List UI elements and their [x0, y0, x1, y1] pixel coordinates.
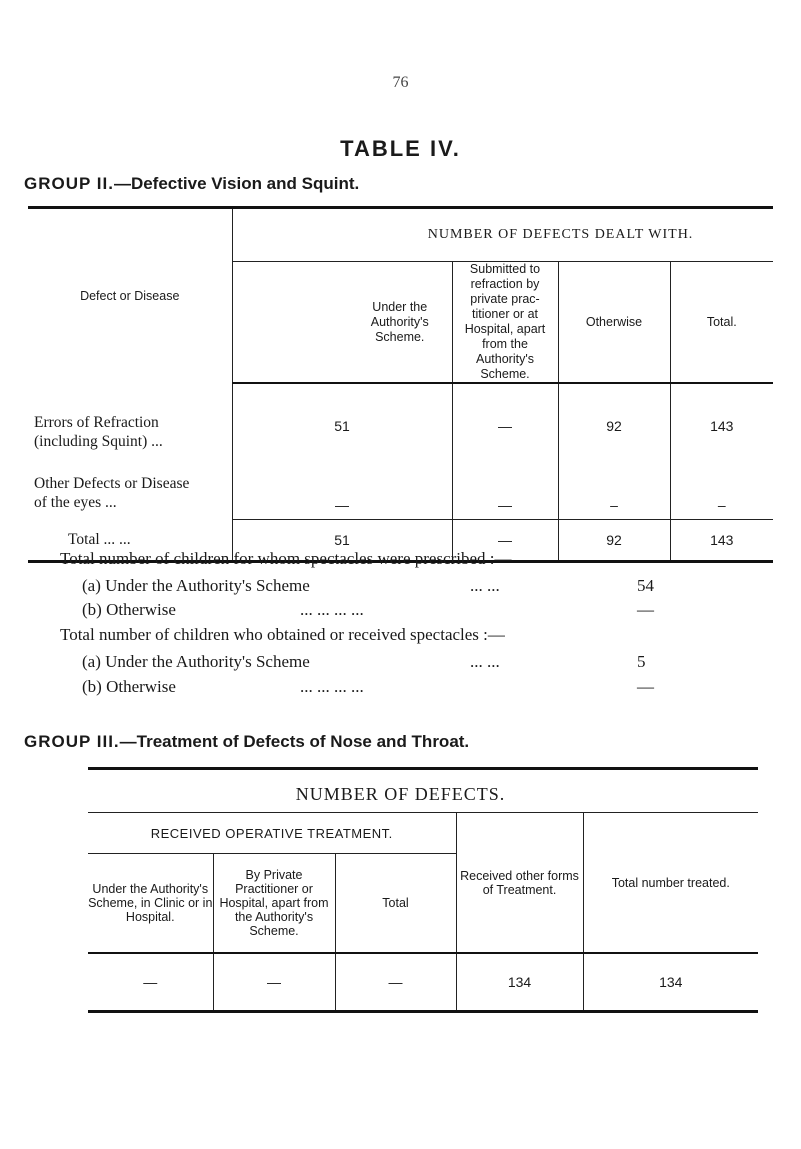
prescribed-a-dots: ... ... — [470, 576, 500, 595]
defective-vision-table — [28, 206, 773, 563]
group3-title: —Treatment of Defects of Nose and Throat. — [119, 732, 470, 751]
table-row — [28, 383, 773, 467]
total-label: Total ... ... — [68, 530, 131, 548]
cell-authority: — — [143, 974, 158, 990]
col-total-header: Total — [335, 854, 456, 954]
obtained-heading: Total number of children who obtained or received spectacles :— — [60, 625, 505, 644]
cell-otherwise: – — [558, 467, 670, 519]
col-otherwise-header: Otherwise — [558, 262, 670, 384]
cell-total: — — [335, 953, 456, 1012]
col-authority-header: Under the Authority's Scheme, in Clinic or in Hospital. — [88, 854, 213, 954]
nose-throat-table — [88, 812, 758, 1013]
prescribed-heading: Total number of children for whom spectacles were prescribed :— — [60, 549, 512, 568]
group2-heading — [24, 174, 359, 194]
group3-heading — [24, 732, 469, 752]
cell-total: – — [670, 467, 773, 519]
number-of-defects-header: NUMBER OF DEFECTS DEALT WITH. — [427, 227, 694, 242]
cell-private: — — [452, 467, 558, 519]
obtained-a-label: (a) Under the Authority's Scheme — [82, 652, 310, 671]
prescribed-b-value: — — [637, 600, 654, 619]
obtained-b-dots: ... ... ... ... — [300, 677, 364, 696]
col-total-treated-header: Total number treated. — [583, 813, 758, 954]
prescribed-b-label: (b) Otherwise — [82, 600, 176, 619]
group3-label: GROUP III. — [24, 732, 120, 751]
cell-authority: 51 — [232, 383, 452, 467]
cell-private: — — [452, 519, 558, 561]
cell-authority: — — [232, 467, 452, 519]
cell-authority: 51 — [232, 519, 452, 561]
table-row — [28, 467, 773, 519]
table-row — [88, 953, 758, 1012]
cell-private: — — [213, 953, 335, 1012]
cell-other: 134 — [456, 953, 583, 1012]
cell-otherwise: 92 — [558, 383, 670, 467]
prescribed-a-value: 54 — [637, 576, 654, 595]
page-number: 76 — [392, 74, 409, 91]
obtained-b-value: — — [637, 677, 654, 696]
col-other-header: Received other forms of Treatment. — [456, 813, 583, 954]
row-label: Errors of Refraction (including Squint) ... — [34, 414, 163, 450]
obtained-a-dots: ... ... — [470, 652, 500, 671]
col-total-header: Total. — [670, 262, 773, 384]
row-label: Other Defects or Disease of the eyes ... — [34, 475, 190, 511]
cell-total: 143 — [670, 383, 773, 467]
table-title: TABLE IV. — [340, 136, 461, 161]
prescribed-a-label: (a) Under the Authority's Scheme — [82, 576, 310, 595]
col-authority-header: Under the Authority's Scheme. — [348, 262, 452, 384]
number-of-defects-title: NUMBER OF DEFECTS. — [295, 784, 506, 804]
cell-total-treated: 134 — [583, 953, 758, 1012]
group2-title: —Defective Vision and Squint. — [113, 174, 360, 193]
col-private-header: By Private Practitioner or Hospital, apart from the Authority's Scheme. — [213, 854, 335, 954]
obtained-b-label: (b) Otherwise — [82, 677, 176, 696]
group2-label: GROUP II. — [24, 174, 114, 193]
obtained-a-value: 5 — [637, 652, 646, 671]
cell-private: — — [452, 383, 558, 467]
cell-total: 143 — [670, 519, 773, 561]
prescribed-b-dots: ... ... ... ... — [300, 600, 364, 619]
col-defect-header: Defect or Disease — [80, 288, 180, 303]
group3-top-rule — [88, 767, 758, 770]
col-private-header: Submitted to refraction by private prac- titioner or at Hospital, apart from the Authority's Scheme. — [452, 262, 558, 384]
operative-treatment-header: RECEIVED OPERATIVE TREATMENT. — [150, 825, 393, 841]
cell-otherwise: 92 — [558, 519, 670, 561]
